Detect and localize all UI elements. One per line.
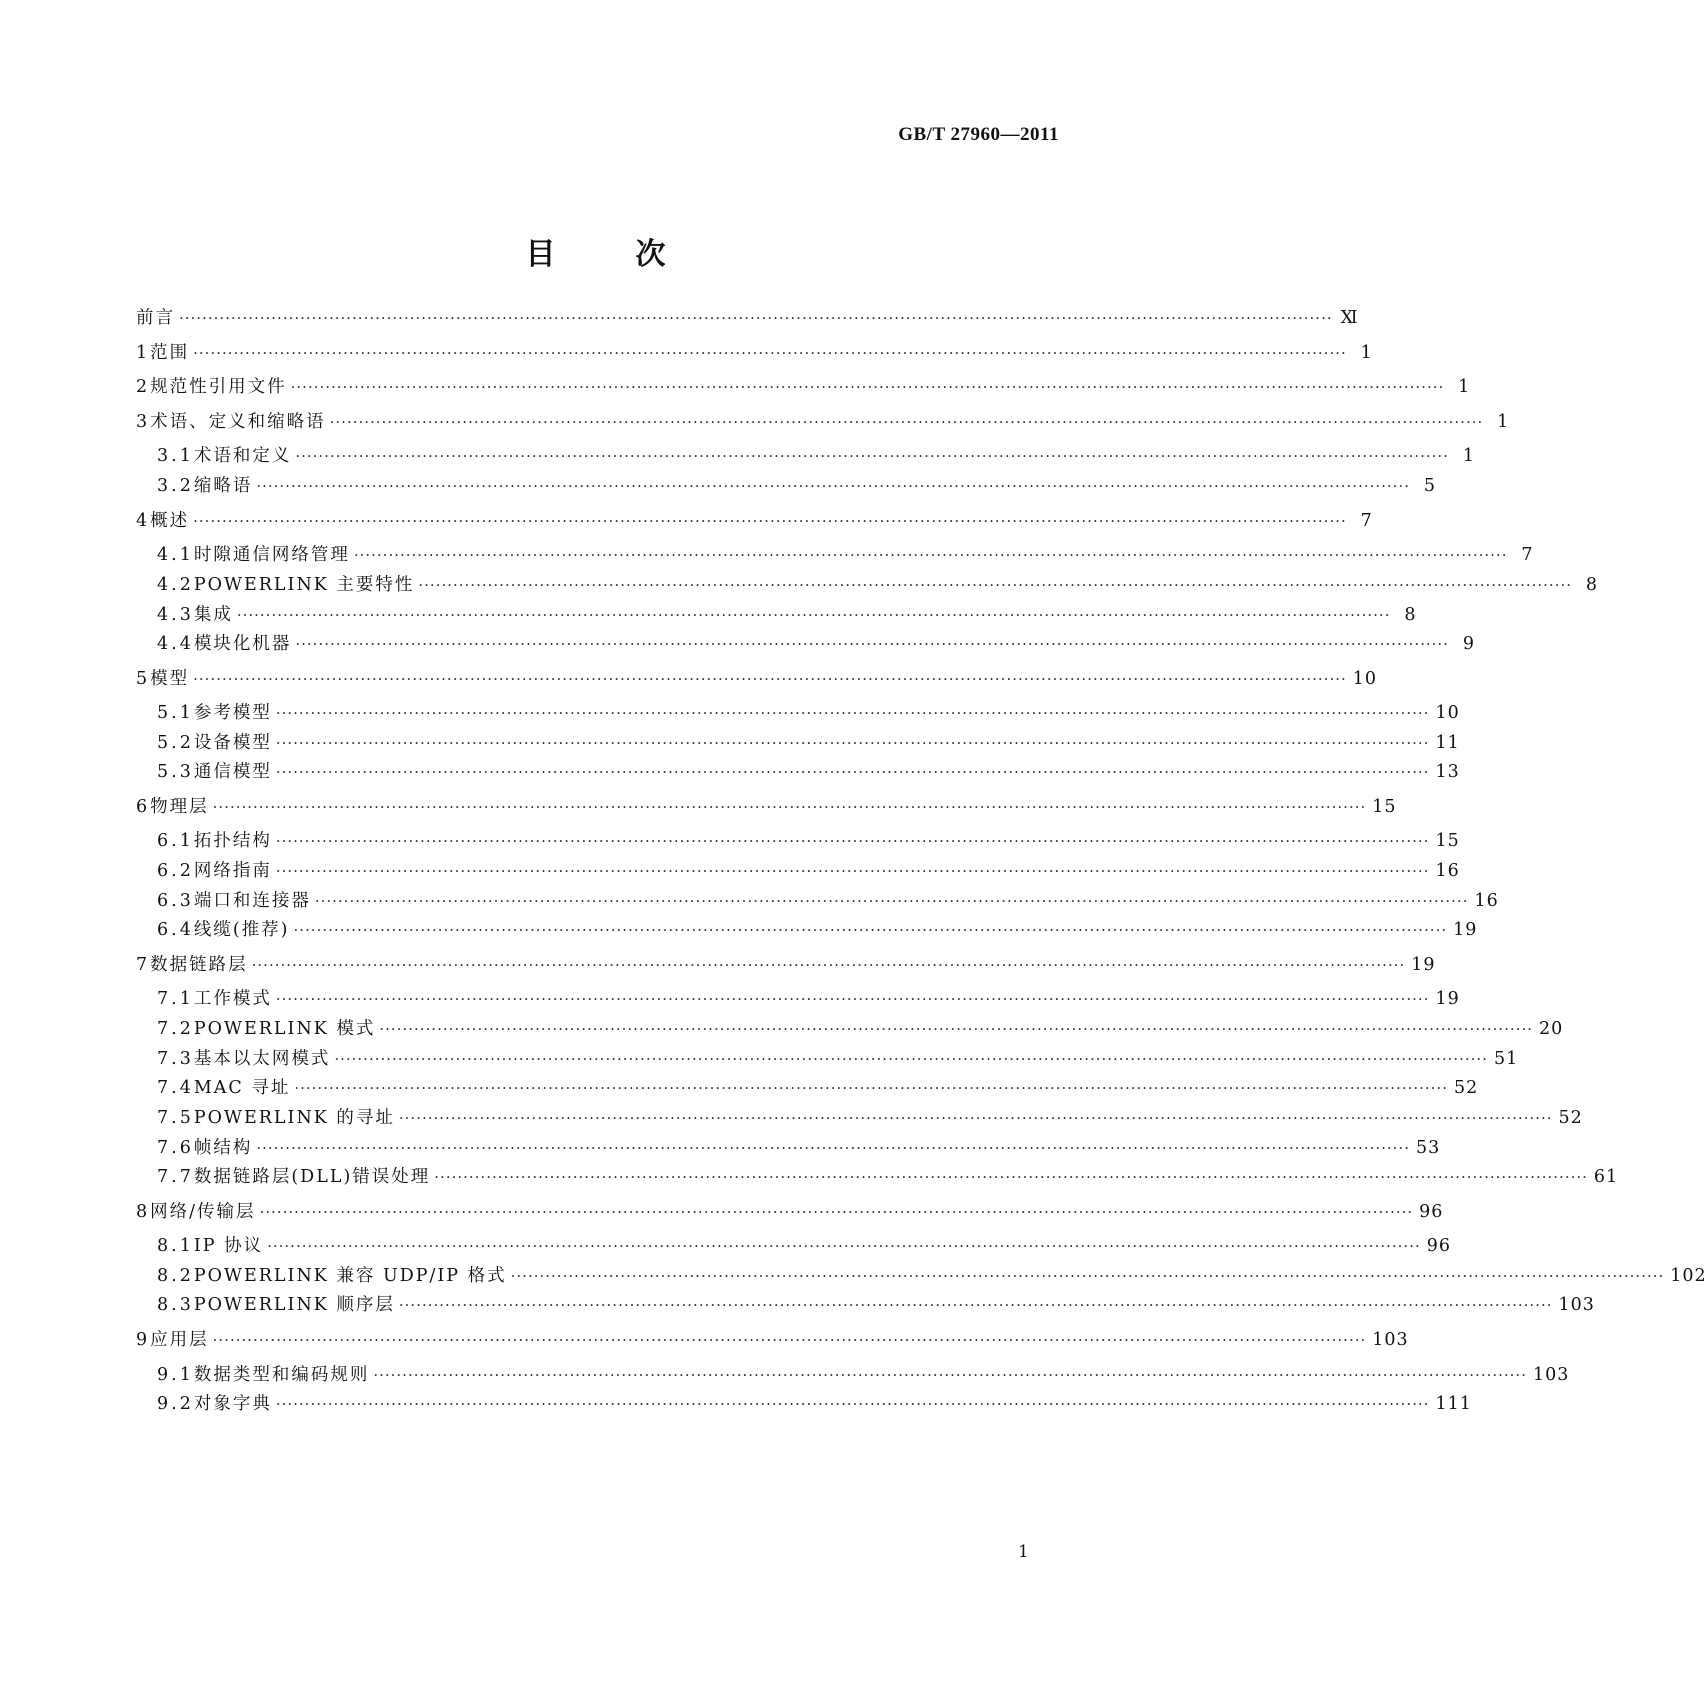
dot-leader: ········································································································································································································ [329, 413, 1484, 431]
dot-leader: ········································································································································································································ [256, 477, 1410, 495]
dot-leader: ········································································································································································································ [293, 921, 1448, 939]
toc-entry-title: 规范性引用文件 [150, 377, 287, 397]
toc-entry-number: 6.2 [157, 861, 194, 881]
toc-entry-number: 4.3 [157, 605, 194, 625]
toc-entry[interactable] [136, 1327, 1409, 1353]
page-title [0, 229, 1191, 273]
toc-entry-page: 103 [1558, 1295, 1595, 1315]
toc-entry-page: 52 [1558, 1108, 1583, 1128]
dot-leader: ········································································································································································································ [334, 1050, 1488, 1068]
toc-entry[interactable] [157, 572, 1599, 598]
dot-leader: ········································································································································································································ [398, 1109, 1553, 1127]
dot-leader: ········································································································································································································ [275, 763, 1430, 781]
dot-leader: ········································································································································································································ [510, 1267, 1665, 1285]
toc-entry-number: 5.2 [157, 733, 194, 753]
toc-entry-page: 103 [1532, 1365, 1570, 1385]
toc-entry-page: 1 [1462, 446, 1475, 466]
toc-entry[interactable] [157, 1233, 1452, 1259]
toc-entry-number: 4 [136, 511, 151, 531]
toc-entry-number: 7.1 [157, 989, 194, 1009]
toc-entry-page: Ⅺ [1340, 308, 1359, 328]
toc-entry[interactable] [157, 1391, 1472, 1417]
toc-entry-number: 9.1 [157, 1365, 194, 1385]
toc-entry-title: 线缆(推荐) [193, 920, 290, 940]
toc-entry-title: POWERLINK 主要特性 [193, 575, 415, 595]
toc-entry[interactable] [157, 888, 1499, 914]
toc-entry-page: 16 [1474, 891, 1499, 911]
standard-code: GB/T 27960—2011 [898, 124, 1059, 145]
toc-entry[interactable] [157, 730, 1460, 756]
toc-entry-page: 13 [1435, 762, 1460, 782]
title-char-1: 目 [525, 237, 556, 272]
toc-entry-title: 对象字典 [193, 1394, 272, 1414]
toc-entry-page: 96 [1426, 1236, 1452, 1256]
toc-entry-title: MAC 寻址 [193, 1078, 291, 1098]
dot-leader: ········································································································································································································ [193, 512, 1347, 530]
dot-leader: ········································································································································································································ [353, 546, 1508, 564]
toc-entry[interactable] [157, 473, 1436, 499]
toc-entry-number: 8 [136, 1202, 151, 1222]
dot-leader: ········································································································································································································ [212, 1331, 1367, 1349]
dot-leader: ········································································································································································································ [275, 704, 1430, 722]
toc-entry-page: 16 [1435, 861, 1460, 881]
dot-leader: ········································································································································································································ [275, 1395, 1430, 1413]
toc-entry-number: 7 [136, 955, 151, 975]
toc-entry-page: 61 [1593, 1167, 1619, 1187]
toc-entry-page: 8 [1404, 605, 1417, 625]
toc-entry-title: 模块化机器 [193, 634, 292, 654]
dot-leader: ········································································································································································································ [193, 344, 1347, 362]
toc-entry-title: 网络/传输层 [150, 1202, 256, 1222]
dot-leader: ········································································································································································································ [275, 990, 1430, 1008]
toc-entry-title: POWERLINK 的寻址 [193, 1108, 395, 1128]
toc-entry[interactable] [136, 794, 1397, 820]
toc-entry-page: 103 [1372, 1330, 1409, 1350]
toc-entry-title: 范围 [150, 343, 190, 363]
toc-entry-title: 集成 [193, 605, 233, 625]
toc-entry-number: 3 [136, 412, 151, 432]
toc-entry-title: 缩略语 [193, 476, 253, 496]
dot-leader: ········································································································································································································ [193, 670, 1347, 688]
toc-entry[interactable] [157, 700, 1460, 726]
toc-entry-number: 8.2 [157, 1266, 194, 1286]
toc-entry[interactable] [136, 666, 1378, 692]
toc-entry-page: 9 [1462, 634, 1475, 654]
dot-leader: ········································································································································································································ [379, 1020, 1534, 1038]
toc-entry-title: 前言 [136, 308, 175, 328]
toc-entry-title: 数据链路层 [150, 955, 248, 975]
toc-entry[interactable] [157, 858, 1460, 884]
toc-entry-number: 7.6 [157, 1138, 194, 1158]
toc-entry-number: 9 [136, 1330, 151, 1350]
toc-entry-title: 通信模型 [193, 762, 272, 782]
dot-leader: ········································································································································································································ [256, 1139, 1410, 1157]
toc-entry[interactable] [157, 1046, 1519, 1072]
dot-leader: ········································································································································································································ [295, 447, 1449, 465]
dot-leader: ········································································································································································································ [236, 606, 1391, 624]
dot-leader: ········································································································································································································ [295, 635, 1449, 653]
toc-entry-title: 基本以太网模式 [193, 1049, 331, 1069]
toc-entry-title: 参考模型 [193, 703, 272, 723]
toc-entry-title: 术语、定义和缩略语 [150, 412, 326, 432]
dot-leader: ········································································································································································································ [290, 378, 1445, 396]
toc-entry-page: 5 [1423, 476, 1436, 496]
toc-entry-number: 5.3 [157, 762, 194, 782]
toc-entry-page: 19 [1453, 920, 1478, 940]
toc-entry-title: 时隙通信网络管理 [193, 545, 350, 565]
toc-entry[interactable] [157, 1164, 1619, 1190]
toc-entry[interactable] [157, 1263, 1707, 1289]
dot-leader: ········································································································································································································ [275, 862, 1430, 880]
toc-entry-page: 15 [1435, 831, 1460, 851]
toc-entry[interactable] [136, 1199, 1444, 1225]
toc-entry-number: 7.4 [157, 1078, 194, 1098]
toc-entry-page: 96 [1419, 1202, 1444, 1222]
toc-entry-number: 4.1 [157, 545, 194, 565]
toc-entry-page: 10 [1352, 669, 1378, 689]
toc-entry-number: 3.1 [157, 446, 194, 466]
toc-entry-page: 1 [1497, 412, 1510, 432]
dot-leader: ········································································································································································································ [259, 1203, 1414, 1221]
toc-entry-number: 6.1 [157, 831, 194, 851]
toc-entry-title: POWERLINK 兼容 UDP/IP 格式 [193, 1266, 507, 1286]
toc-entry-number: 5.1 [157, 703, 194, 723]
toc-entry[interactable] [136, 340, 1373, 366]
toc-entry-page: 19 [1411, 955, 1436, 975]
toc-entry-number: 7.3 [157, 1049, 194, 1069]
dot-leader: ········································································································································································································ [275, 832, 1430, 850]
toc-entry-title: 应用层 [150, 1330, 209, 1350]
toc-entry-title: 工作模式 [193, 989, 272, 1009]
toc-entry-number: 9.2 [157, 1394, 194, 1414]
toc-entry-page: 11 [1435, 733, 1460, 753]
toc-entry-number: 4.4 [157, 634, 194, 654]
toc-entry[interactable] [157, 917, 1478, 943]
toc-entry-page: 102 [1670, 1266, 1707, 1286]
toc-entry[interactable] [157, 759, 1460, 785]
toc-entry-title: 设备模型 [193, 733, 272, 753]
toc-entry[interactable] [157, 443, 1475, 469]
toc-entry[interactable] [157, 828, 1460, 854]
toc-entry-title: 帧结构 [193, 1138, 253, 1158]
toc-entry-page: 19 [1435, 989, 1460, 1009]
toc-entry[interactable] [157, 602, 1417, 628]
toc-entry-title: POWERLINK 顺序层 [193, 1295, 395, 1315]
toc-entry-title: 概述 [150, 511, 190, 531]
dot-leader: ········································································································································································································ [179, 309, 1333, 327]
toc-entry[interactable] [157, 1016, 1564, 1042]
toc-entry[interactable] [157, 1362, 1570, 1388]
toc-entry[interactable] [136, 952, 1436, 978]
toc-entry-title: 端口和连接器 [193, 891, 311, 911]
toc-entry-number: 2 [136, 377, 151, 397]
toc-entry-page: 8 [1585, 575, 1599, 595]
toc-entry-title: IP 协议 [193, 1236, 264, 1256]
toc-entry-page: 20 [1539, 1019, 1564, 1039]
toc-entry-page: 53 [1415, 1138, 1441, 1158]
toc-entry-number: 5 [136, 669, 151, 689]
dot-leader: ········································································································································································································ [314, 892, 1469, 910]
toc-entry-page: 111 [1435, 1394, 1472, 1414]
dot-leader: ········································································································································································································ [373, 1366, 1527, 1384]
toc-entry-number: 6 [136, 797, 151, 817]
toc-entry[interactable] [157, 1135, 1441, 1161]
dot-leader: ········································································································································································································ [212, 798, 1367, 816]
toc-entry-page: 51 [1493, 1049, 1519, 1069]
toc-entry-page: 1 [1458, 377, 1471, 397]
toc-entry[interactable] [136, 508, 1373, 534]
toc-entry-page: 1 [1360, 343, 1373, 363]
toc-entry-number: 7.5 [157, 1108, 194, 1128]
toc-entry[interactable] [157, 1075, 1479, 1101]
dot-leader: ········································································································································································································ [398, 1296, 1553, 1314]
toc-entry-number: 1 [136, 343, 151, 363]
page-number: 1 [1018, 1542, 1029, 1562]
toc-entry[interactable] [157, 631, 1475, 657]
toc-entry-title: POWERLINK 模式 [193, 1019, 376, 1039]
toc-entry-page: 7 [1521, 545, 1534, 565]
toc-entry-number: 7.7 [157, 1167, 194, 1187]
dot-leader: ········································································································································································································ [294, 1079, 1448, 1097]
toc-entry-number: 3.2 [157, 476, 194, 496]
toc-entry-title: 模型 [150, 669, 190, 689]
toc-entry-number: 7.2 [157, 1019, 194, 1039]
toc-entry-title: 术语和定义 [193, 446, 292, 466]
toc-entry-title: 物理层 [150, 797, 209, 817]
toc-entry-title: 网络指南 [193, 861, 272, 881]
toc-entry-number: 4.2 [157, 575, 194, 595]
toc-entry-page: 7 [1360, 511, 1373, 531]
toc-entry-number: 8.3 [157, 1295, 194, 1315]
toc-entry-page: 52 [1453, 1078, 1479, 1098]
toc-entry-number: 6.4 [157, 920, 194, 940]
toc-entry[interactable] [157, 542, 1534, 568]
toc-entry-title: 数据链路层(DLL)错误处理 [193, 1167, 431, 1187]
dot-leader: ········································································································································································································ [418, 576, 1573, 594]
dot-leader: ········································································································································································································ [434, 1168, 1588, 1186]
toc-entry[interactable] [136, 409, 1510, 435]
dot-leader: ········································································································································································································ [251, 956, 1406, 974]
toc-entry[interactable] [136, 305, 1359, 331]
toc-entry-number: 8.1 [157, 1236, 194, 1256]
dot-leader: ········································································································································································································ [267, 1237, 1421, 1255]
dot-leader: ········································································································································································································ [275, 734, 1430, 752]
toc-entry-title: 数据类型和编码规则 [193, 1365, 370, 1385]
toc-entry-title: 拓扑结构 [193, 831, 272, 851]
toc-entry-number: 6.3 [157, 891, 194, 911]
toc-entry[interactable] [157, 986, 1460, 1012]
toc-entry[interactable] [157, 1105, 1583, 1131]
toc-entry-page: 10 [1435, 703, 1460, 723]
title-char-2: 次 [635, 237, 666, 272]
toc-entry[interactable] [157, 1292, 1595, 1318]
toc-entry[interactable] [136, 374, 1471, 400]
toc-entry-page: 15 [1372, 797, 1397, 817]
